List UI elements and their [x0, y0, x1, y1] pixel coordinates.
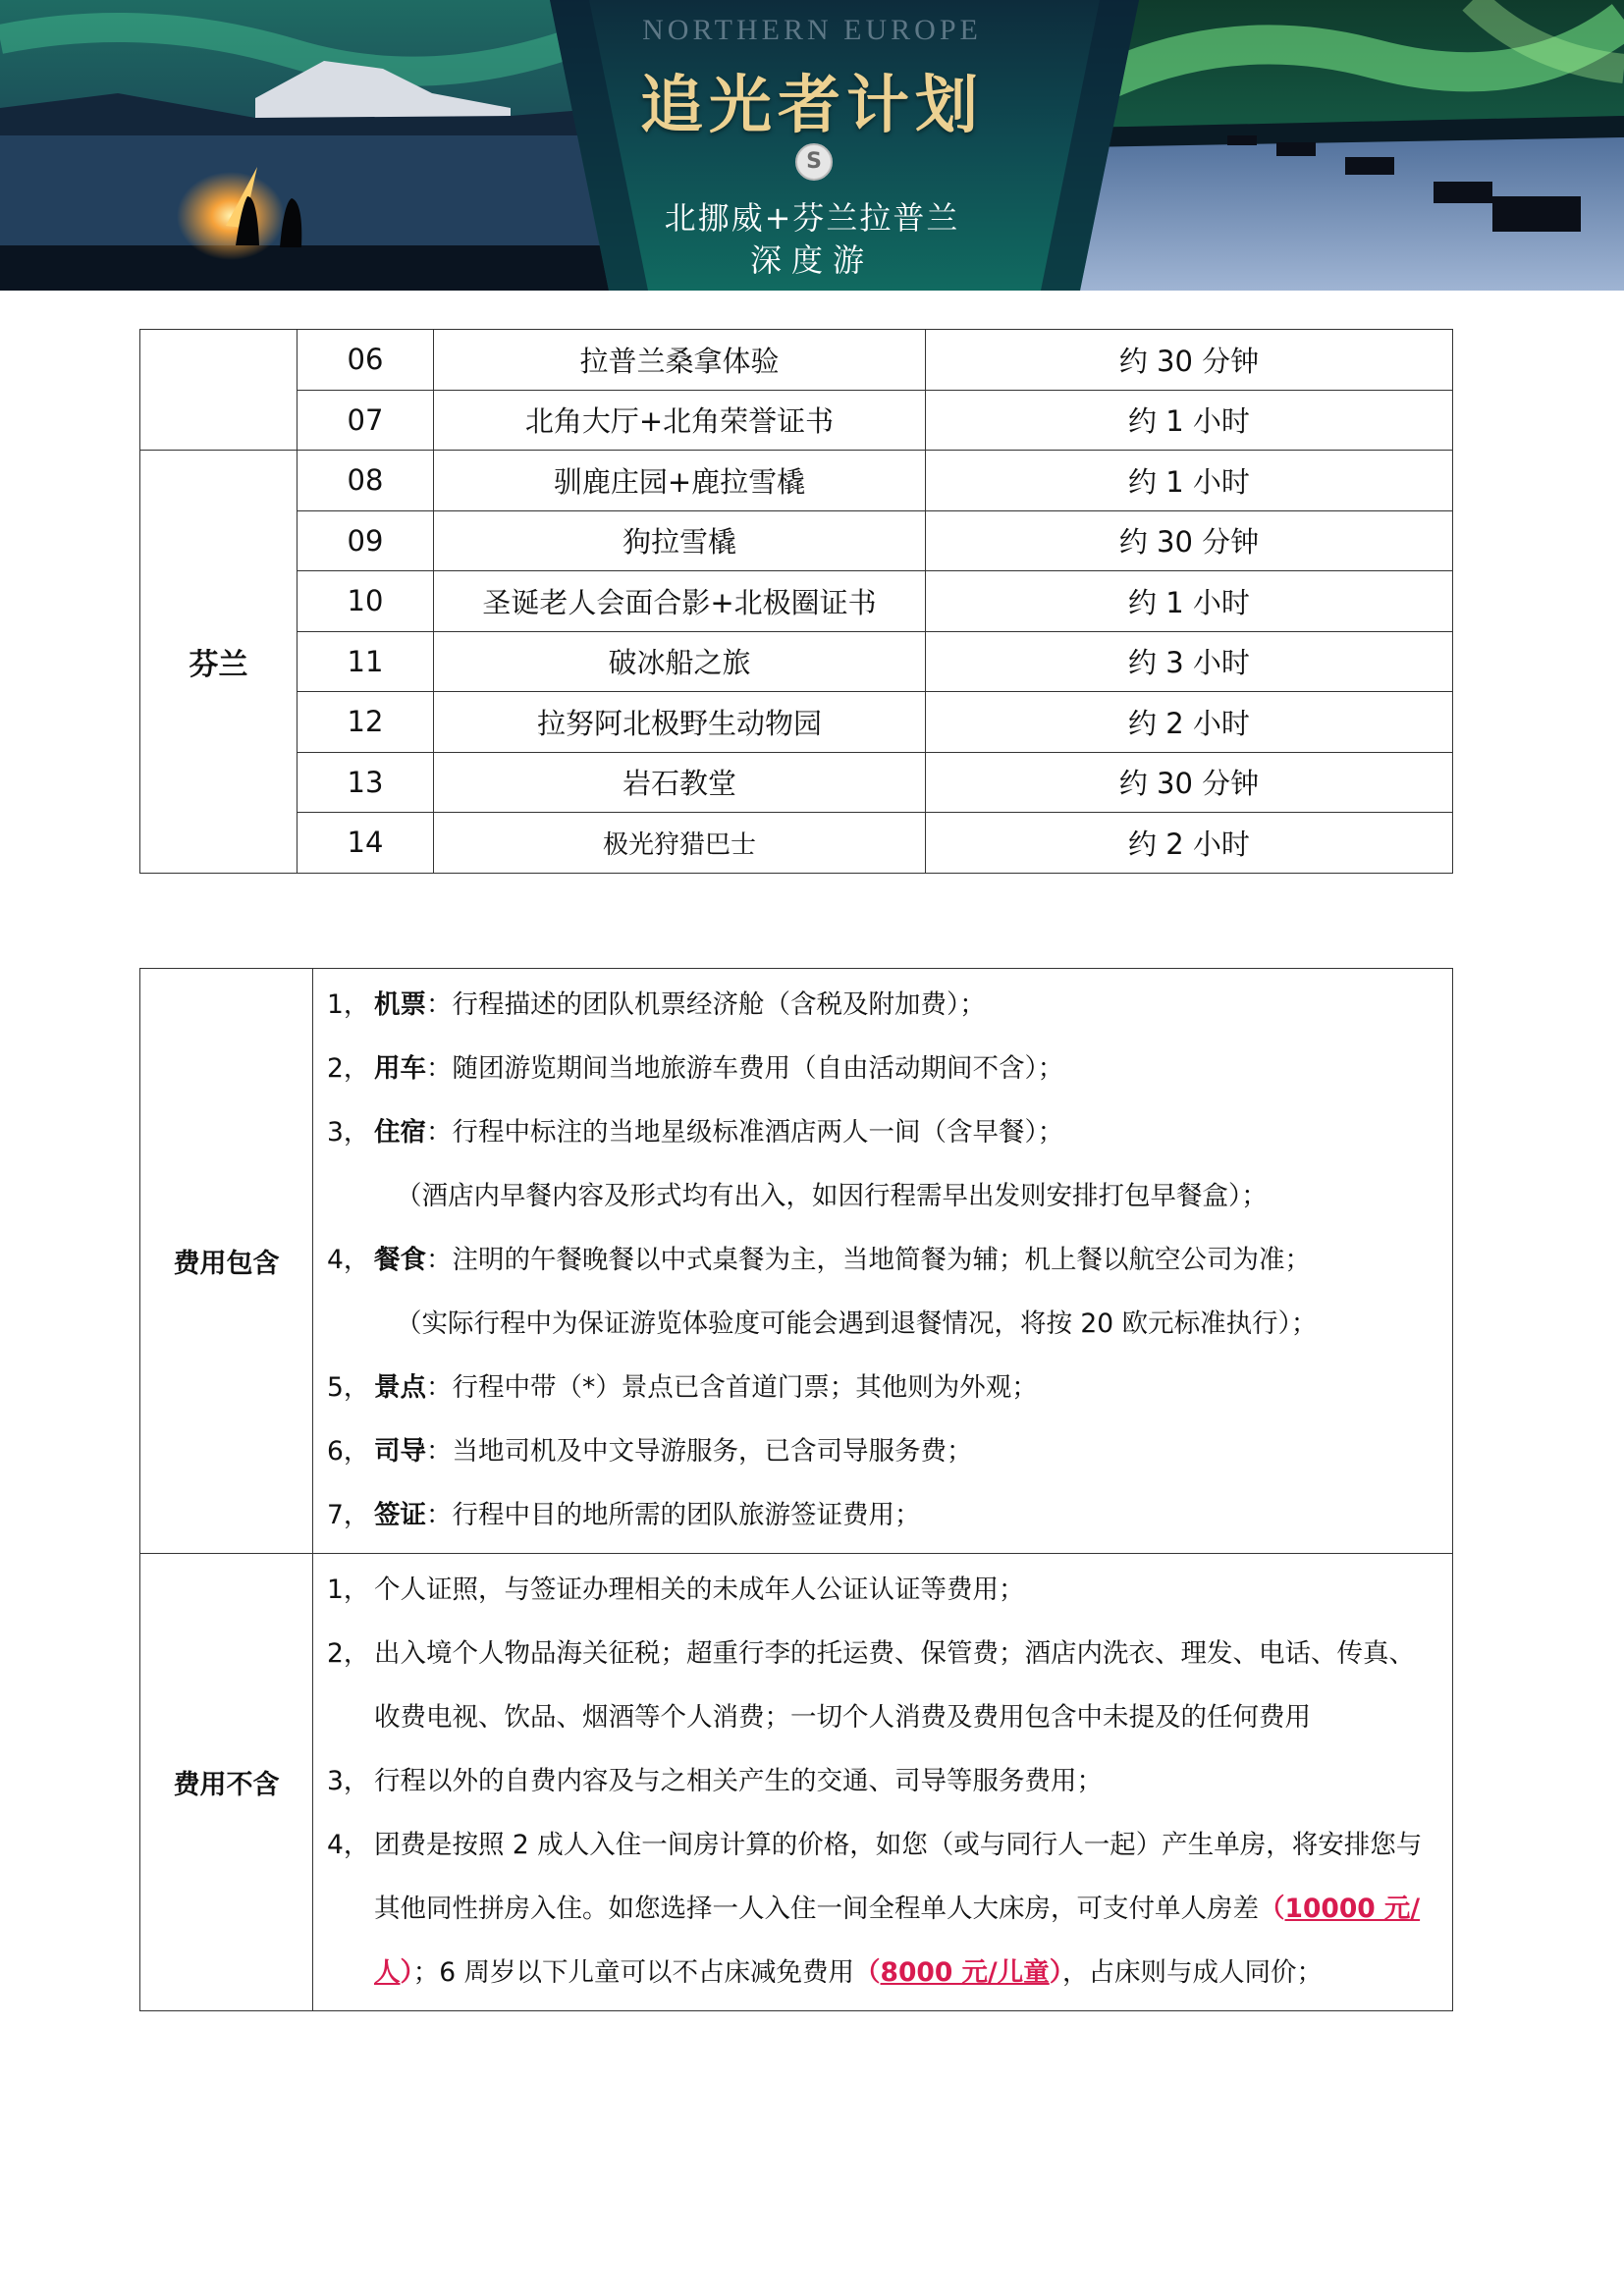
included-note: （酒店内早餐内容及形式均有出入，如因行程需早出发则安排打包早餐盒）； — [396, 1181, 1268, 1211]
activity-name: 北角大厅+北角荣誉证书 — [434, 390, 926, 451]
activity-duration: 约 30 分钟 — [926, 752, 1453, 813]
table-row — [140, 692, 1453, 753]
fees-excluded-content — [313, 1554, 1453, 2011]
activity-duration: 约 1 小时 — [926, 390, 1453, 451]
header-banner — [0, 0, 1624, 291]
region-cell-finland: 芬兰 — [140, 451, 298, 874]
activity-name: 拉普兰桑拿体验 — [434, 330, 926, 391]
table-row — [140, 631, 1453, 692]
included-item: 4， 餐食：注明的午餐晚餐以中式桌餐为主，当地简餐为辅；机上餐以航空公司为准； — [327, 1245, 1311, 1275]
activity-duration: 约 30 分钟 — [926, 330, 1453, 391]
activity-name: 拉努阿北极野生动物园 — [434, 692, 926, 753]
included-item: 6， 司导：当地司机及中文导游服务，已含司导服务费； — [327, 1436, 973, 1467]
activity-duration: 约 30 分钟 — [926, 510, 1453, 571]
included-item: 3， 住宿：行程中标注的当地星级标准酒店两人一间（含早餐）； — [327, 1117, 1064, 1148]
banner-line-1: 北挪威+芬兰拉普兰 — [664, 199, 960, 237]
activity-number: 12 — [298, 692, 434, 753]
activity-duration: 约 3 小时 — [926, 631, 1453, 692]
included-item: 1， 机票：行程描述的团队机票经济舱（含税及附加费）； — [327, 989, 986, 1020]
excluded-item: 1， 个人证照，与签证办理相关的未成年人公证认证等费用； — [327, 1575, 1025, 1605]
table-row — [140, 571, 1453, 632]
fees-excluded-label: 费用不含 — [140, 1554, 313, 2011]
fees-included-label: 费用包含 — [140, 969, 313, 1554]
activities-table — [139, 329, 1453, 874]
table-row — [140, 330, 1453, 391]
fees-table — [139, 968, 1453, 2011]
activity-name: 圣诞老人会面合影+北极圈证书 — [434, 571, 926, 632]
included-item: 7， 签证：行程中目的地所需的团队旅游签证费用； — [327, 1500, 921, 1530]
activity-number: 14 — [298, 813, 434, 874]
activity-number: 08 — [298, 451, 434, 511]
activity-duration: 约 1 小时 — [926, 571, 1453, 632]
activity-name: 破冰船之旅 — [434, 631, 926, 692]
excluded-item: 4， 团费是按照 2 成人入住一间房计算的价格，如您（或与同行人一起）产生单房，将安排您与其他同性拼房入住。如您选择一人入住一间全程单人大床房，可支付单人房差（10000 元/人）；6 周岁以下儿童可以不占床减免费用（8000 元/儿童），占床则与成人同价； — [327, 1830, 1423, 1988]
activity-duration: 约 1 小时 — [926, 451, 1453, 511]
table-row — [140, 390, 1453, 451]
included-item: 5， 景点：行程中带（*）景点已含首道门票；其他则为外观； — [327, 1372, 1038, 1403]
banner-title: 追光者计划 — [640, 69, 984, 142]
activity-number: 09 — [298, 510, 434, 571]
activity-duration: 约 2 小时 — [926, 813, 1453, 874]
excluded-item: 3， 行程以外的自费内容及与之相关产生的交通、司导等服务费用； — [327, 1766, 1103, 1796]
region-cell-blank — [140, 330, 298, 451]
activity-name: 岩石教堂 — [434, 752, 926, 813]
activity-name: 极光狩猎巴士 — [434, 813, 926, 874]
fees-included-row — [140, 969, 1453, 1554]
banner-subtitle: NORTHERN EUROPE — [642, 14, 982, 46]
activity-number: 10 — [298, 571, 434, 632]
logo-emblem-icon: S — [795, 143, 833, 181]
activity-number: 11 — [298, 631, 434, 692]
banner-line-2: 深度游 — [749, 241, 874, 279]
activity-number: 06 — [298, 330, 434, 391]
fees-excluded-row — [140, 1554, 1453, 2011]
excluded-item: 2， 出入境个人物品海关征税；超重行李的托运费、保管费；酒店内洗衣、理发、电话、传真、收费电视、饮品、烟酒等个人消费；一切个人消费及费用包含中未提及的任何费用 — [327, 1638, 1415, 1733]
activity-name: 狗拉雪橇 — [434, 510, 926, 571]
activity-duration: 约 2 小时 — [926, 692, 1453, 753]
fees-included-content — [313, 969, 1453, 1554]
activity-number: 13 — [298, 752, 434, 813]
table-row — [140, 451, 1453, 511]
table-row — [140, 813, 1453, 874]
included-note: （实际行程中为保证游览体验度可能会遇到退餐情况，将按 20 欧元标准执行）； — [396, 1308, 1318, 1339]
activity-name: 驯鹿庄园+鹿拉雪橇 — [434, 451, 926, 511]
child-price: （8000 元/儿童） — [854, 1957, 1062, 1988]
included-item: 2， 用车：随团游览期间当地旅游车费用（自由活动期间不含）； — [327, 1053, 1064, 1084]
single-room-price: （10000 元/人） — [374, 1894, 1421, 1988]
activity-number: 07 — [298, 390, 434, 451]
table-row — [140, 752, 1453, 813]
table-row — [140, 510, 1453, 571]
